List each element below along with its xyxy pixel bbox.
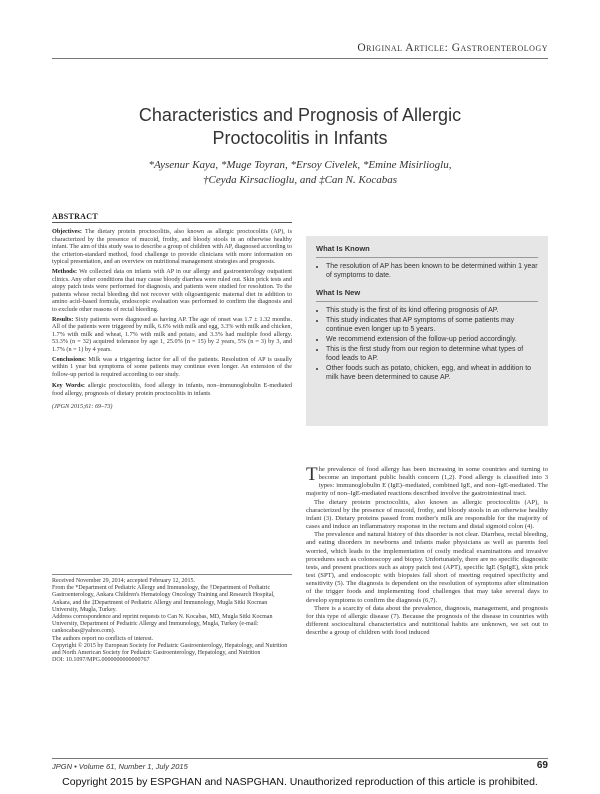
journal-citation: (JPGN 2015;61: 69–73) (52, 403, 113, 411)
title-line-2: Proctocolitis in Infants (212, 128, 388, 148)
body-paragraph-3: The prevalence and natural history of this disorder is not clear. Diarrhea, rectal bleeding, and eating disorders in newborns and infants make physicians as well as parents feel worried, which leads to the implementation of costly medical examinations and invasive procedures such as colonoscopy and biopsy. Unfortunately, there are no specific diagnostic tests, and present practices such as atopy patch test (APT), specific IgE (SpIgE), skin prick test (SPT), and endoscopic with biopsies fall short of meeting required specificity and sensitivity (5). The diagnosis is dependent on the resolution of symptoms after elimination of the trigger foods and implementing food challenges that may take several days to develop symptoms to confirm the diagnosis (6,7). (306, 531, 548, 604)
footnote-rule (52, 574, 292, 575)
abstract-objectives (52, 228, 292, 266)
copyright-notice: Copyright 2015 by ESPGHAN and NASPGHAN. Unauthorized reproduction of this article is prohibited. (62, 776, 538, 788)
conclusions-label: Conclusions: (52, 355, 87, 363)
section-header: Original Article: Gastroenterology (357, 42, 548, 54)
keywords-text: allergic proctocolitis, food allergy in infants, non–immunoglobulin E-mediated food allergy, prognosis of dietary protein proctocolitis in infants (52, 382, 293, 397)
footnote-affiliations: From the *Department of Pediatric Allergy and Immunology, the †Department of Pediatric Gastroenterology, Ankara Children's Hematology Oncology Training and Research Hospital, Ankara, and the ‡Department of Pediatric Allergy and Immunology, Mugla Sitki Kocman University, Mugla, Turkey. (52, 585, 275, 613)
abstract-keywords (52, 382, 292, 397)
summary-box-content (316, 242, 538, 388)
abstract-rule (52, 222, 292, 223)
title-line-1: Characteristics and Prognosis of Allergic (138, 105, 462, 125)
known-heading: What Is Known (316, 244, 370, 253)
drop-cap: T (306, 464, 318, 485)
results-text: Sixty patients were diagnosed as having AP. The age of onset was 1.7 ± 1.32 months. All of the patients were triggered by milk, 6.6% with milk and egg, 3.3% with milk and chicken, 1.7% with milk and wheat, 1.7% with milk and potato, and 3.3% had multiple food allergy. 53.3% (n = 32) acquired tolerance by age 1, 25.0% (n = 15) by 2 years, 5% (n = 3) by 3, and 1.7% (n = 1) by 4 years. (52, 315, 292, 353)
abstract-methods (52, 268, 292, 314)
footnote-doi: DOI: 10.1097/MPG.0000000000000767 (52, 657, 150, 664)
footnote-copyright: Copyright © 2015 by European Society for Pediatric Gastroenterology, Hepatology, and Nutrition and North American Society for Pediatric Gastroenterology, Hepatology, and Nutrition (52, 642, 288, 657)
body-paragraph-4: There is a scarcity of data about the prevalence, diagnosis, management, and prognosis for this type of allergic disease (7). Because the prognosis of the disease in countries with different sociocultural characteristics and nutritional habits are unknown, we set out to describe a group of children with food induced (306, 604, 548, 637)
body-paragraph-2: The dietary protein proctocolitis, also known as allergic proctocolitis (AP), is characterized by the presence of mucoid, frothy, and bloody stools in an otherwise healthy infant (3). Dietary proteins passed from mother's milk are responsible for the majority of cases and induce an inflammatory response in the rectum and distal sigmoid colon (4). (306, 498, 548, 531)
footer-journal: JPGN • Volume 61, Number 1, July 2015 (52, 762, 188, 771)
paragraph-text: he prevalence of food allergy has been increasing in some countries and turning to become an important public health concern (1,2). Food allergy is classified into 3 types: immunoglobulin E (IgE)–mediated, combined IgE, and non–IgE-mediated. The majority of non–IgE-mediated reactions described involve the gastrointestinal tract. (306, 466, 548, 498)
footnotes (52, 578, 292, 664)
footnote-received: Received November 29, 2014; accepted February 12, 2015. (52, 578, 195, 584)
new-divider (316, 301, 538, 302)
new-heading: What Is New (316, 288, 361, 297)
keywords-label: Key Words: (52, 382, 85, 390)
objectives-label: Objectives: (52, 228, 82, 235)
footnote-conflicts: The authors report no conflicts of interest. (52, 635, 154, 642)
new-item: • This study indicates that AP symptoms of some patients may continue even longer up to 5 years. (326, 316, 538, 334)
authors-line-2: †Ceyda Kirsaclioglu, and ‡Can N. Kocabas (202, 174, 398, 186)
known-divider (316, 257, 538, 258)
abstract-conclusions (52, 356, 292, 379)
new-list (316, 306, 538, 382)
page-number: 69 (536, 760, 548, 771)
new-item: • This is the first study from our region to determine what types of food leads to AP. (326, 345, 538, 363)
new-item: • This study is the first of its kind offering prognosis of AP. (326, 306, 538, 315)
footer-rule (52, 758, 548, 759)
summary-box (306, 236, 548, 426)
methods-text: We collected data on infants with AP in our allergy and gastroenterology outpatient clinics. Any other conditions that may cause bloody diarrhea were ruled out. Skin prick tests and atopy patch tests were performed for diagnosis, and patients were studied for resolution. To the patients whose rectal bleeding did not recover with oligoantigenic maternal diet in addition to amino acid–based formula, endoscopic evaluation was performed to confirm the diagnosis and to exclude other reasons of rectal bleeding. (52, 267, 293, 313)
new-item: • Other foods such as potato, chicken, egg, and wheat in addition to milk have been determined to cause AP. (326, 364, 538, 382)
abstract-body (52, 228, 292, 413)
article-title (60, 104, 540, 150)
article-body (306, 466, 548, 637)
header-rule (52, 58, 548, 59)
author-list (80, 158, 520, 188)
conclusions-text: Milk was a triggering factor for all of the patients. Resolution of AP is usually within 1 year but symptoms of some patients may continue even longer. An extension of the follow-up period is required according to our study. (52, 355, 292, 378)
known-list (316, 262, 538, 280)
results-label: Results: (52, 315, 74, 323)
known-item: • The resolution of AP has been known to be determined within 1 year of symptoms to date. (326, 262, 538, 280)
abstract-results (52, 316, 292, 354)
footnote-correspondence: Address correspondence and reprint requests to Can N. Kocabas, MD, Mugla Sitki Kocman University, Department of Pediatric Allergy and Immunology, Mugla, Turkey (e-mail: cankocabas@yahoo.com). (52, 614, 273, 635)
objectives-text: The dietary protein proctocolitis, also known as allergic proctocolitis (AP), is characterized by the presence of mucoid, frothy, and bloody stools in an otherwise healthy infant. The aim of this study was to describe a group of children with AP, diagnosed according to the criterion-standard method, food challenge to provide clinicians with more information on typical presentation, and an overview on nutritional management strategies and prognosis. (52, 228, 292, 266)
new-item: • We recommend extension of the follow-up period accordingly. (326, 335, 538, 344)
abstract-heading: ABSTRACT (52, 212, 98, 221)
methods-label: Methods: (52, 267, 78, 275)
body-paragraph-1 (306, 466, 548, 499)
authors-line-1: *Aysenur Kaya, *Muge Toyran, *Ersoy Civelek, *Emine Misirlioglu, (148, 159, 452, 171)
